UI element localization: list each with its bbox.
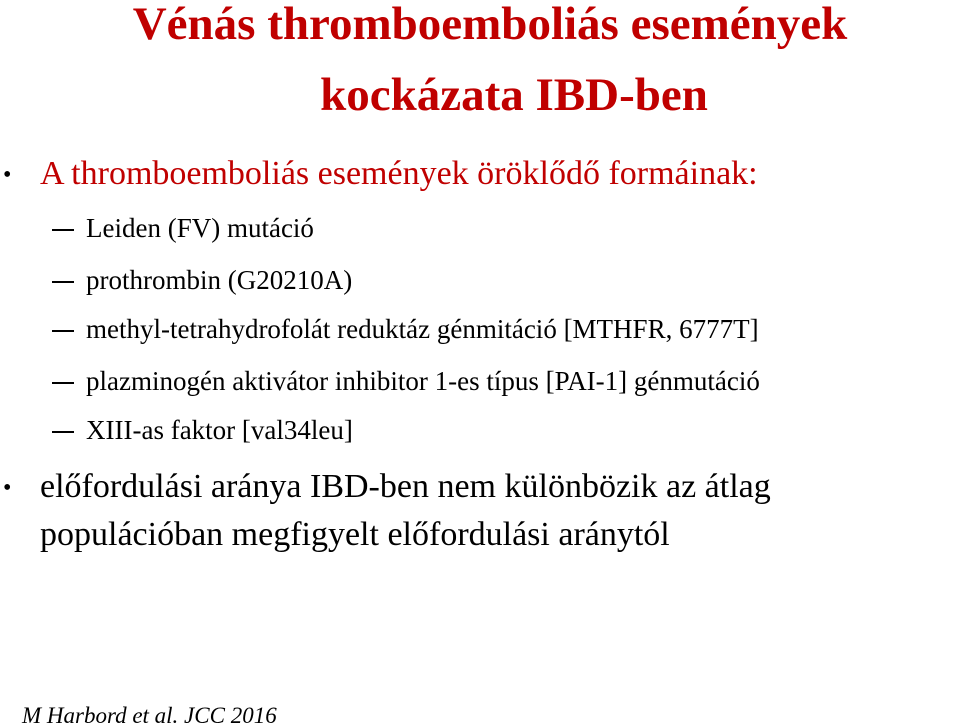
- dash-icon: [52, 281, 74, 283]
- dash-icon: [52, 382, 74, 384]
- slide-title-line-2: kockázata IBD-ben: [320, 69, 708, 121]
- dash-icon: [52, 330, 74, 332]
- bullet-text-2-line-1: előfordulási aránya IBD-ben nem különbözik az átlag: [40, 468, 771, 505]
- bullet-dot-icon: •: [3, 162, 12, 188]
- sub-item-1: Leiden (FV) mutáció: [86, 213, 314, 243]
- bullet-dot-icon: •: [3, 475, 12, 501]
- sub-item-3: methyl-tetrahydrofolát reduktáz génmitáció [MTHFR, 6777T]: [86, 314, 759, 344]
- sub-item-2: prothrombin (G20210A): [86, 265, 353, 295]
- slide-title-line-1: Vénás thromboemboliás események: [132, 0, 848, 50]
- bullet-text-1: A thromboemboliás események öröklődő formáinak:: [40, 155, 758, 192]
- dash-icon: [52, 229, 74, 231]
- dash-icon: [52, 431, 74, 433]
- citation: M Harbord et al. JCC 2016: [22, 703, 277, 728]
- bullet-text-2-line-2: populációban megfigyelt előfordulási aránytól: [40, 516, 670, 553]
- sub-item-4: plazminogén aktivátor inhibitor 1-es típus [PAI-1] génmutáció: [86, 366, 760, 396]
- sub-item-5: XIII-as faktor [val34leu]: [86, 415, 353, 445]
